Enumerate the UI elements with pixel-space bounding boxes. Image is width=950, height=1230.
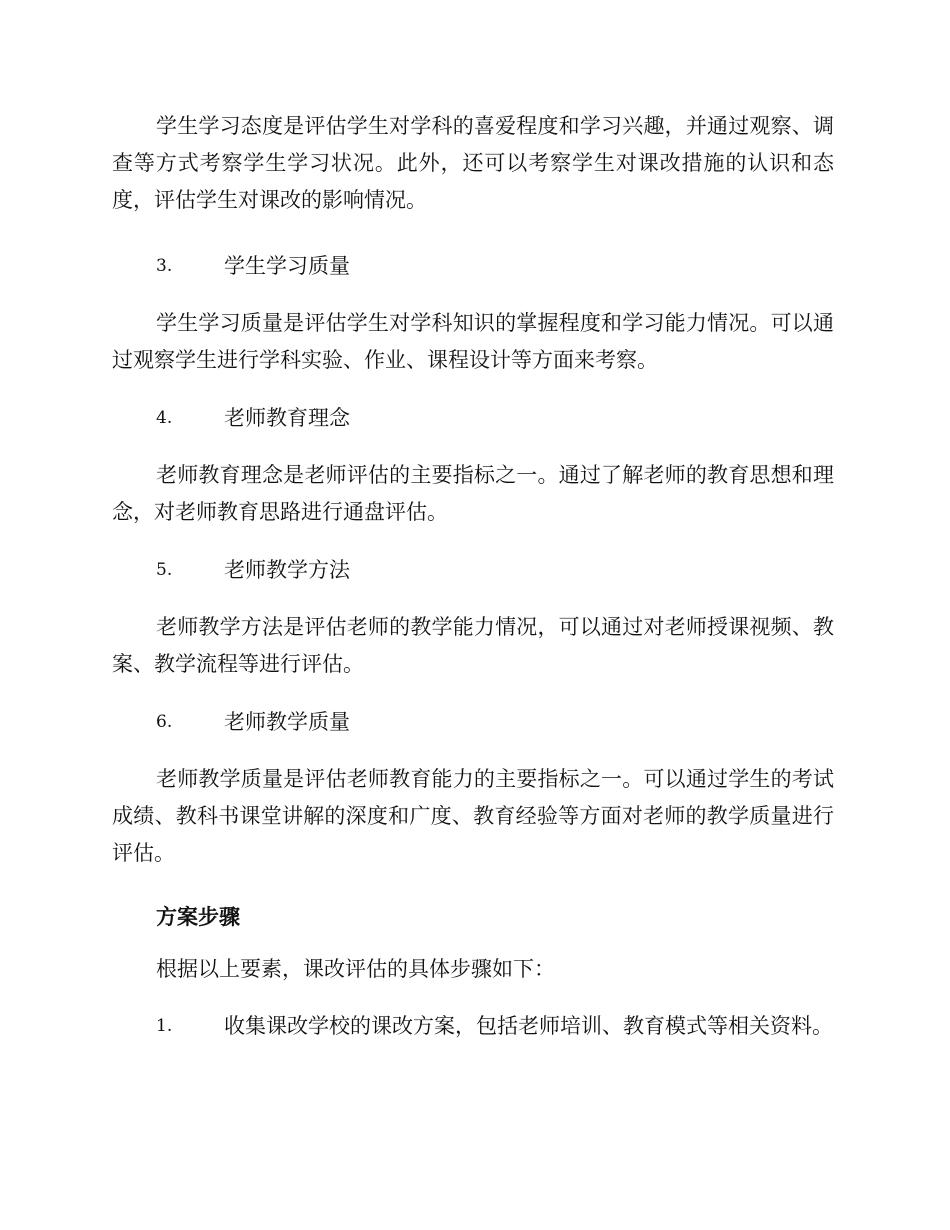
list-item-text: 老师教学质量 [224,710,350,734]
list-item-text: 收集课改学校的课改方案，包括老师培训、教育模式等相关资料。 [224,1014,833,1038]
paragraph-student-attitude: 学生学习态度是评估学生对学科的喜爱程度和学习兴趣，并通过观察、调查等方式考察学生学习状况。此外，还可以考察学生对课改措施的认识和态度，评估学生对课改的影响情况。 [112,114,834,212]
list-number: 1. [156,1016,173,1036]
paragraph-steps-intro: 根据以上要素，课改评估的具体步骤如下： [156,957,555,981]
paragraph-teacher-quality: 老师教学质量是评估老师教育能力的主要指标之一。可以通过学生的考试成绩、教科书课堂讲解的深度和广度、教育经验等方面对老师的教学质量进行评估。 [112,767,834,865]
list-item-text: 学生学习质量 [224,254,350,278]
list-item-3 [112,248,834,285]
list-item-text: 老师教育理念 [224,406,350,430]
list-item-6 [112,704,834,741]
paragraph-teacher-philosophy: 老师教育理念是老师评估的主要指标之一。通过了解老师的教育思想和理念，对老师教育思路进行通盘评估。 [112,463,834,524]
list-item-text: 老师教学方法 [224,558,350,582]
section-heading: 方案步骤 [156,904,240,929]
paragraph-teacher-method: 老师教学方法是评估老师的教学能力情况，可以通过对老师授课视频、教案、教学流程等进行评估。 [112,615,834,676]
paragraph-student-quality: 学生学习质量是评估学生对学科知识的掌握程度和学习能力情况。可以通过观察学生进行学科实验、作业、课程设计等方面来考察。 [112,311,834,372]
step-item-1 [112,1008,834,1045]
list-item-5 [112,552,834,589]
list-item-4 [112,400,834,437]
list-number: 6. [156,712,173,732]
list-number: 5. [156,560,173,580]
list-number: 4. [156,408,173,428]
list-number: 3. [156,256,173,276]
